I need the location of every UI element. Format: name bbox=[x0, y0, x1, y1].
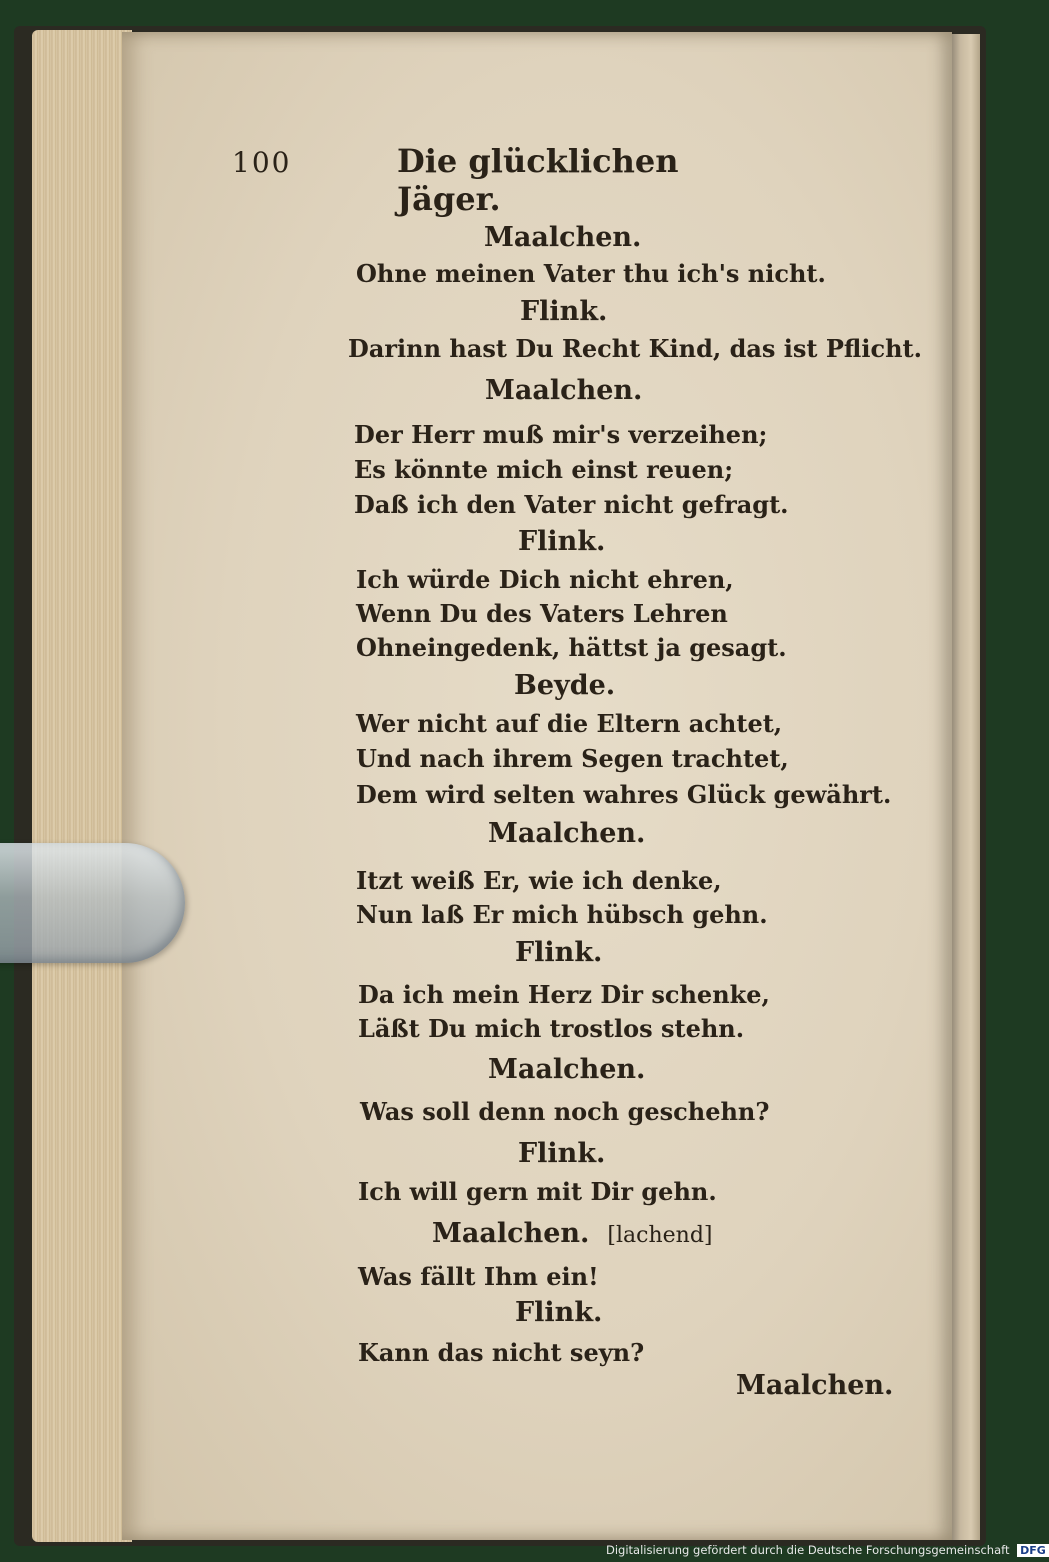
verse-line: Nun laß Er mich hübsch gehn. bbox=[356, 900, 768, 929]
speaker-name: Flink. bbox=[518, 1138, 606, 1169]
verse-line: Es könnte mich einst reuen; bbox=[354, 455, 734, 484]
verse-line: Kann das nicht seyn? bbox=[358, 1338, 645, 1367]
verse-line: Läßt Du mich trostlos stehn. bbox=[358, 1014, 745, 1043]
speaker-name bbox=[432, 1218, 713, 1249]
speaker-name: Maalchen. bbox=[484, 222, 642, 253]
catchword: Maalchen. bbox=[736, 1370, 894, 1401]
dfg-logo: DFG bbox=[1017, 1544, 1049, 1557]
verse-line: Was fällt Ihm ein! bbox=[358, 1262, 599, 1291]
verse-line: Darinn hast Du Recht Kind, das ist Pflicht. bbox=[348, 334, 922, 363]
speaker-name: Maalchen. bbox=[488, 1054, 646, 1085]
speaker-name: Flink. bbox=[515, 937, 603, 968]
verse-line: Und nach ihrem Segen trachtet, bbox=[356, 744, 789, 773]
speaker-name-text: Maalchen. bbox=[432, 1218, 590, 1249]
verse-line: Wer nicht auf die Eltern achtet, bbox=[356, 709, 783, 738]
page-number: 100 bbox=[232, 146, 292, 179]
verse-line: Da ich mein Herz Dir schenke, bbox=[358, 980, 770, 1009]
speaker-name: Beyde. bbox=[514, 670, 616, 701]
speaker-name: Flink. bbox=[520, 296, 608, 327]
stage-direction: [lachend] bbox=[607, 1223, 713, 1248]
credit-text: Digitalisierung gefördert durch die Deutsche Forschungsgemeinschaft bbox=[606, 1543, 1010, 1557]
verse-line: Der Herr muß mir's verzeihen; bbox=[354, 420, 768, 449]
verse-line: Ich würde Dich nicht ehren, bbox=[356, 565, 734, 594]
speaker-name: Flink. bbox=[515, 1297, 603, 1328]
verse-line: Itzt weiß Er, wie ich denke, bbox=[356, 866, 722, 895]
verse-line: Ich will gern mit Dir gehn. bbox=[358, 1177, 717, 1206]
speaker-name: Maalchen. bbox=[488, 818, 646, 849]
verse-line: Ohneingedenk, hättst ja gesagt. bbox=[356, 633, 787, 662]
speaker-name: Maalchen. bbox=[485, 375, 643, 406]
verse-line: Wenn Du des Vaters Lehren bbox=[356, 599, 728, 628]
verse-line: Ohne meinen Vater thu ich's nicht. bbox=[356, 259, 826, 288]
verse-line: Daß ich den Vater nicht gefragt. bbox=[354, 490, 789, 519]
verse-line: Was soll denn noch geschehn? bbox=[360, 1097, 770, 1126]
speaker-name: Flink. bbox=[518, 526, 606, 557]
verse-line: Dem wird selten wahres Glück gewährt. bbox=[356, 780, 892, 809]
page-header bbox=[232, 142, 752, 218]
running-title: Die glücklichen Jäger. bbox=[397, 142, 679, 218]
digitization-credit bbox=[606, 1543, 1049, 1561]
